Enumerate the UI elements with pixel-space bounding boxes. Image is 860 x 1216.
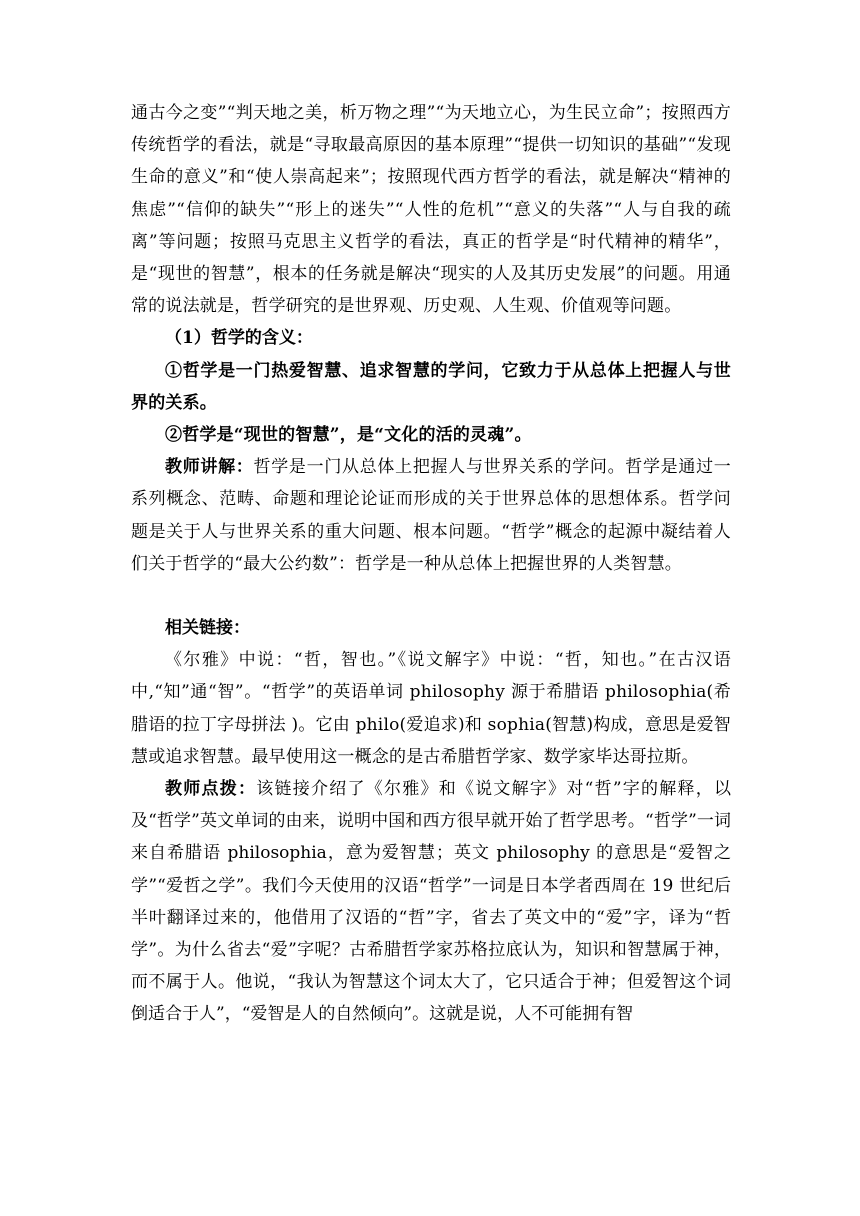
teacher-explain-paragraph bbox=[131, 451, 731, 580]
meaning-point-1: ①哲学是一门热爱智慧、追求智慧的学问，它致力于从总体上把握人与世界的关系。 bbox=[131, 360, 731, 413]
related-paragraph: 《尔雅》中说：“哲，智也。”《说文解字》中说：“哲，知也。”在古汉语中,“知”通“智”。“哲学”的英语单词 philosophy 源于希腊语 philosophia(希腊语的拉丁字母拼法 )。它由 philo(爱追求)和 sophia(智慧)构成，意思是爱智慧或追求智慧。最早使用这一概念的是古希腊哲学家、数学家毕达哥拉斯。 bbox=[131, 650, 731, 767]
teacher-explain-text: 哲学是一门从总体上把握人与世界关系的学问。哲学是通过一系列概念、范畴、命题和理论论证而形成的关于世界总体的思想体系。哲学问题是关于人与世界关系的重大问题、根本问题。“哲学”概念的起源中凝结着人们关于哲学的“最大公约数”：哲学是一种从总体上把握世界的人类智慧。 bbox=[131, 457, 731, 574]
section-spacer bbox=[131, 580, 731, 612]
meaning-heading: （1）哲学的含义： bbox=[165, 328, 313, 349]
teacher-tip-label: 教师点拨： bbox=[165, 779, 257, 800]
document-body bbox=[131, 97, 731, 1031]
intro-paragraph: 通古今之变”“判天地之美，析万物之理”“为天地立心，为生民立命”；按照西方传统哲学的看法，就是“寻取最高原因的基本原理”“提供一切知识的基础”“发现生命的意义”和“使人崇高起来”；按照现代西方哲学的看法，就是解决“精神的焦虑”“信仰的缺失”“形上的迷失”“人性的危机”“意义的失落”“人与自我的疏离”等问题；按照马克思主义哲学的看法，真正的哲学是“时代精神的精华”，是“现世的智慧”，根本的任务就是解决“现实的人及其历史发展”的问题。用通常的说法就是，哲学研究的是世界观、历史观、人生观、价值观等问题。 bbox=[131, 103, 731, 317]
related-heading: 相关链接： bbox=[165, 618, 250, 639]
teacher-tip-paragraph bbox=[131, 773, 731, 1031]
meaning-point-2: ②哲学是“现世的智慧”，是“文化的活的灵魂”。 bbox=[165, 425, 532, 446]
teacher-explain-label: 教师讲解： bbox=[165, 457, 254, 478]
teacher-tip-text: 该链接介绍了《尔雅》和《说文解字》对“哲”字的解释，以及“哲学”英文单词的由来，说明中国和西方很早就开始了哲学思考。“哲学”一词来自希腊语 philosophia，意为爱智慧；英文 philosophy 的意思是“爱智之学”“爱哲之学”。我们今天使用的汉语“哲学”一词是日本学者西周在 19 世纪后半叶翻译过来的，他借用了汉语的“哲”字，省去了英文中的“爱”字，译为“哲学”。为什么省去“爱”字呢？古希腊哲学家苏格拉底认为，知识和智慧属于神，而不属于人。他说，“我认为智慧这个词太大了，它只适合于神；但爱智这个词倒适合于人”，“爱智是人的自然倾向”。这就是说，人不可能拥有智 bbox=[131, 779, 732, 1025]
